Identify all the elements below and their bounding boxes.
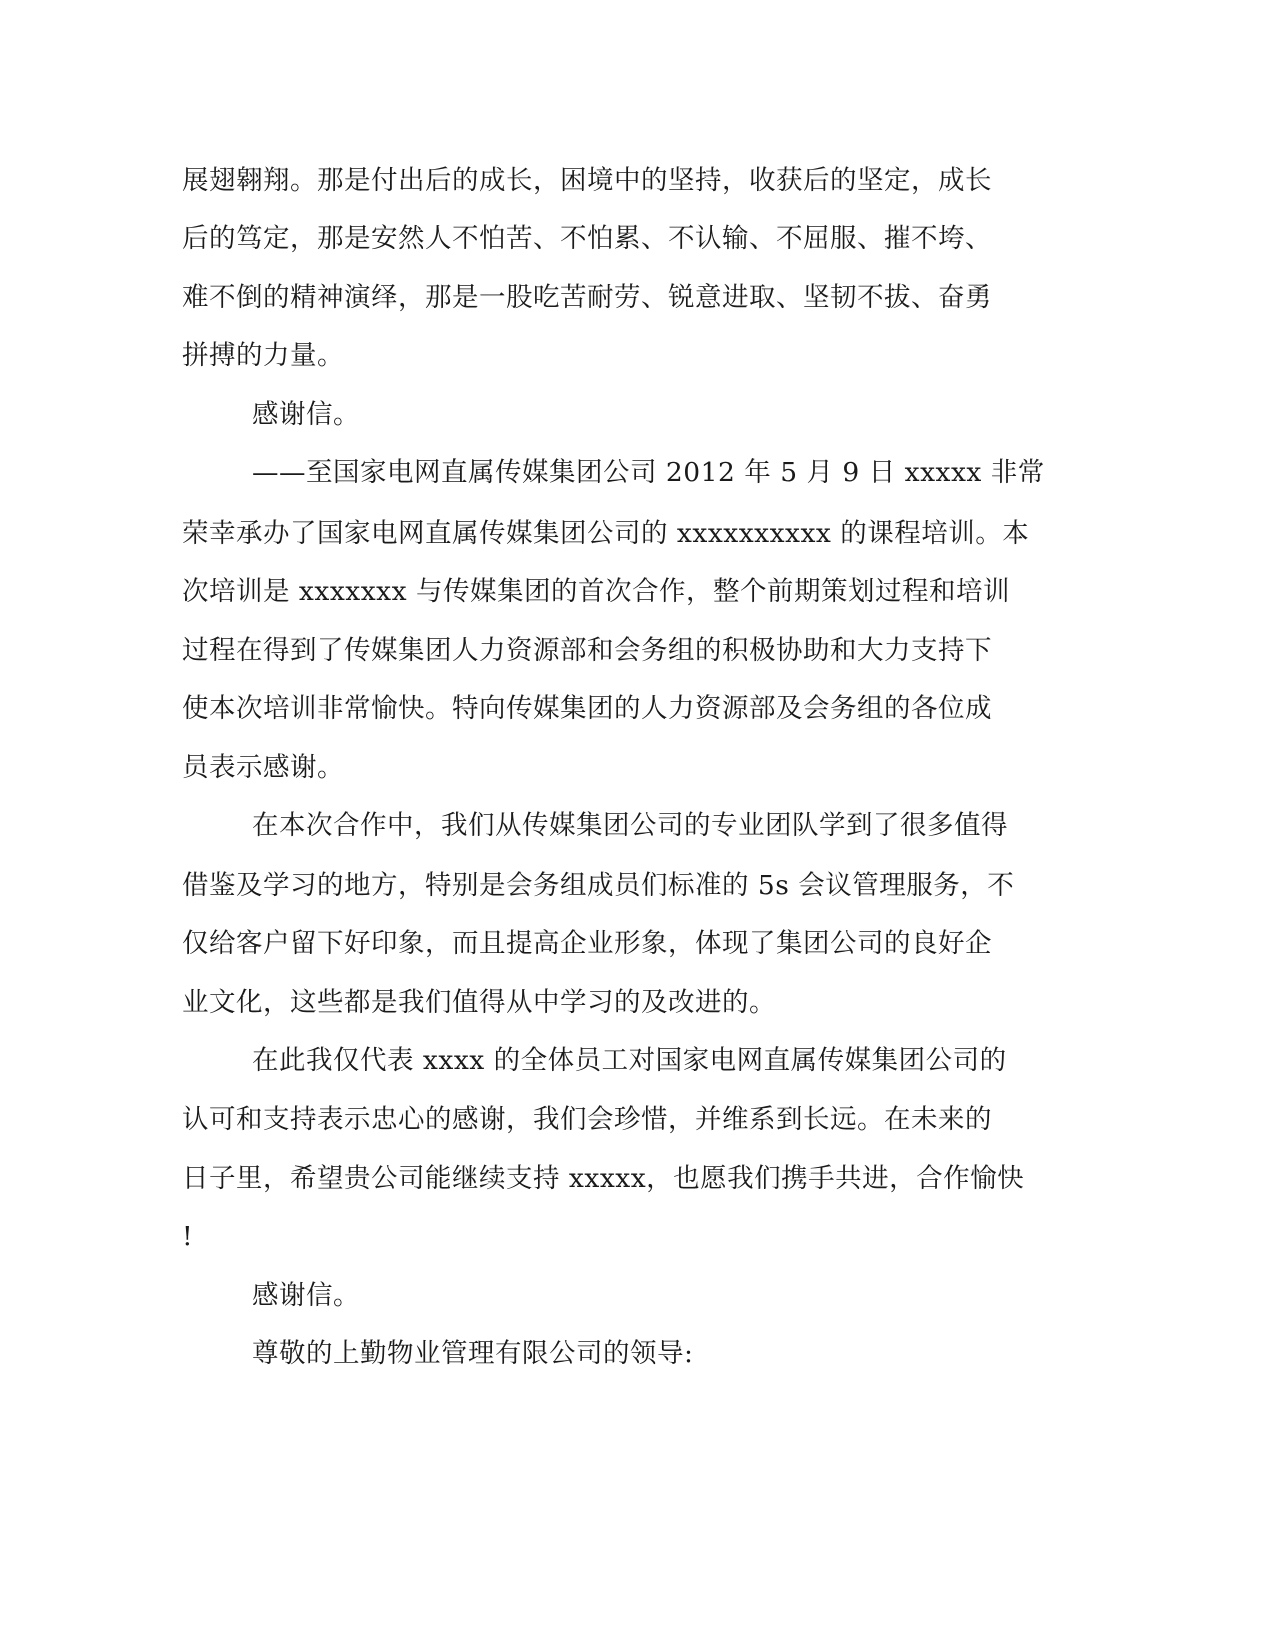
text-line: 在本次合作中，我们从传媒集团公司的专业团队学到了很多值得 xyxy=(252,810,1008,841)
text-line: 过程在得到了传媒集团人力资源部和会务组的积极协助和大力支持下 xyxy=(182,635,992,666)
text-line: 认可和支持表示忠心的感谢，我们会珍惜，并维系到长远。在未来的 xyxy=(182,1104,992,1135)
text-line: 业文化，这些都是我们值得从中学习的及改进的。 xyxy=(182,987,776,1018)
text-line: 在此我仅代表 xxxx 的全体员工对国家电网直属传媒集团公司的 xyxy=(252,1045,1007,1076)
text-line: ——至国家电网直属传媒集团公司 2012 年 5 月 9 日 xxxxx 非常 xyxy=(252,457,1045,488)
text-line: 难不倒的精神演绎，那是一股吃苦耐劳、锐意进取、坚韧不拔、奋勇 xyxy=(182,282,992,313)
text-line: 借鉴及学习的地方，特别是会务组成员们标准的 5s 会议管理服务，不 xyxy=(182,870,1015,901)
text-line: 日子里，希望贵公司能继续支持 xxxxx，也愿我们携手共进，合作愉快 xyxy=(182,1163,1025,1194)
text-line: 使本次培训非常愉快。特向传媒集团的人力资源部及会务组的各位成 xyxy=(182,693,992,724)
text-line: 展翅翱翔。那是付出后的成长，困境中的坚持，收获后的坚定，成长 xyxy=(182,165,992,196)
text-line: 仅给客户留下好印象，而且提高企业形象，体现了集团公司的良好企 xyxy=(182,928,992,959)
text-line: 次培训是 xxxxxxx 与传媒集团的首次合作，整个前期策划过程和培训 xyxy=(182,576,1010,607)
section-heading: 感谢信。 xyxy=(252,1280,360,1311)
text-line: ! xyxy=(182,1221,194,1252)
text-line: 后的笃定，那是安然人不怕苦、不怕累、不认输、不屈服、摧不垮、 xyxy=(182,223,992,254)
text-line: 荣幸承办了国家电网直属传媒集团公司的 xxxxxxxxxx 的课程培训。本 xyxy=(182,518,1030,549)
section-heading: 感谢信。 xyxy=(252,399,360,430)
text-line: 拼搏的力量。 xyxy=(182,340,344,371)
text-line: 员表示感谢。 xyxy=(182,752,344,783)
salutation: 尊敬的上勤物业管理有限公司的领导: xyxy=(252,1338,694,1369)
